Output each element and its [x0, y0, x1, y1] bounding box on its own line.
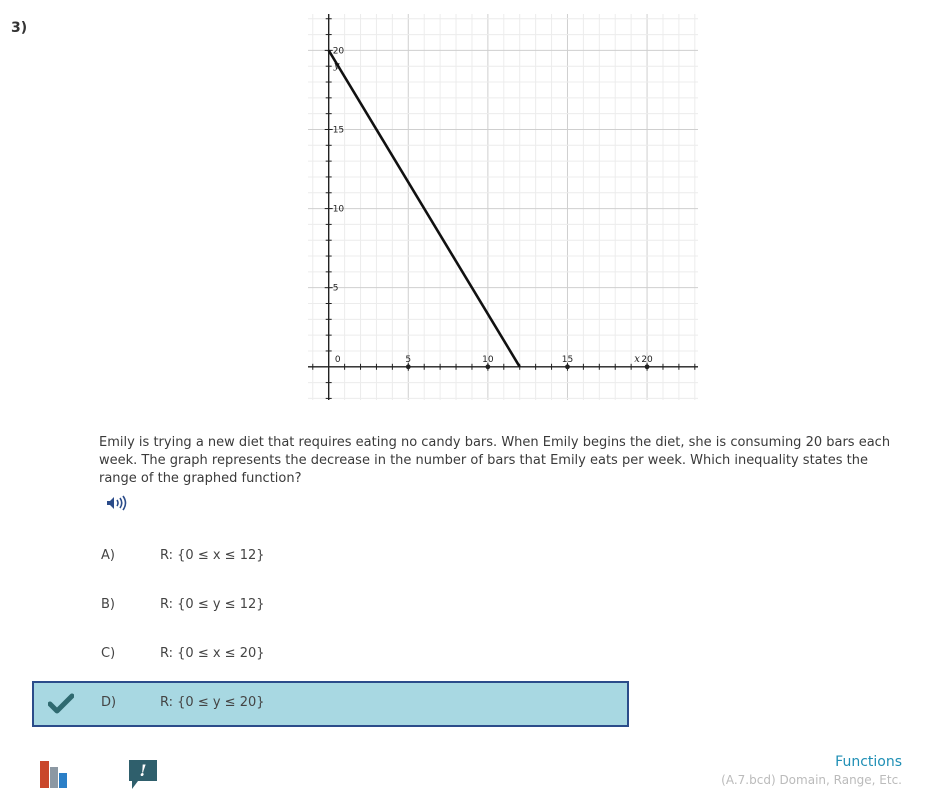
choice-text: R: {0 ≤ x ≤ 12}	[160, 548, 265, 563]
choice-text: R: {0 ≤ x ≤ 20}	[160, 646, 265, 661]
y-tick-label: 10	[332, 204, 345, 215]
choice-text: R: {0 ≤ y ≤ 12}	[160, 597, 265, 612]
standard-label: (A.7.bcd) Domain, Range, Etc.	[721, 773, 902, 787]
x-tick-label: 5	[405, 354, 412, 365]
choice-letter: B)	[101, 597, 115, 612]
speaker-icon[interactable]	[104, 494, 128, 512]
x-tick-label: 15	[561, 354, 574, 365]
x-tick-dot	[565, 364, 570, 369]
choice-letter: A)	[101, 548, 115, 563]
x-tick-dot	[406, 364, 411, 369]
report-issue-icon[interactable]	[128, 759, 158, 795]
choice-text: R: {0 ≤ y ≤ 20}	[160, 695, 265, 710]
question-number: 3)	[11, 20, 28, 36]
choice-letter: C)	[101, 646, 116, 661]
x-tick-label: 0	[334, 354, 341, 365]
y-tick-label: 20	[332, 46, 345, 57]
x-axis-label: x	[634, 353, 640, 365]
tick-labels	[333, 46, 653, 364]
question-stem: Emily is trying a new diet that requires eating no candy bars. When Emily begins the diet, she is consuming 20 bars each week. The graph represents the decrease in the number of bars that Emily eats per week. Which inequality states the range of the graphed function?	[99, 435, 891, 486]
x-tick-label: 10	[482, 354, 494, 365]
choice-d[interactable]	[32, 681, 629, 727]
axes	[308, 14, 698, 400]
x-tick-label: 20	[641, 354, 653, 365]
choice-c[interactable]	[32, 632, 629, 678]
choice-b[interactable]	[32, 583, 629, 629]
y-tick-label: 5	[332, 283, 339, 294]
y-tick-label: 15	[332, 125, 345, 136]
x-tick-dot	[645, 364, 650, 369]
y-axis-label: y	[333, 60, 340, 72]
check-icon	[48, 693, 74, 719]
stats-icon[interactable]	[40, 761, 68, 793]
x-tick-dot	[485, 364, 490, 369]
topic-link[interactable]: Functions	[835, 754, 902, 770]
choice-letter: D)	[101, 695, 117, 710]
function-graph	[308, 14, 698, 400]
choice-a[interactable]	[32, 534, 629, 580]
grid-lines	[308, 14, 698, 400]
report-icon-glyph: !	[139, 761, 147, 780]
